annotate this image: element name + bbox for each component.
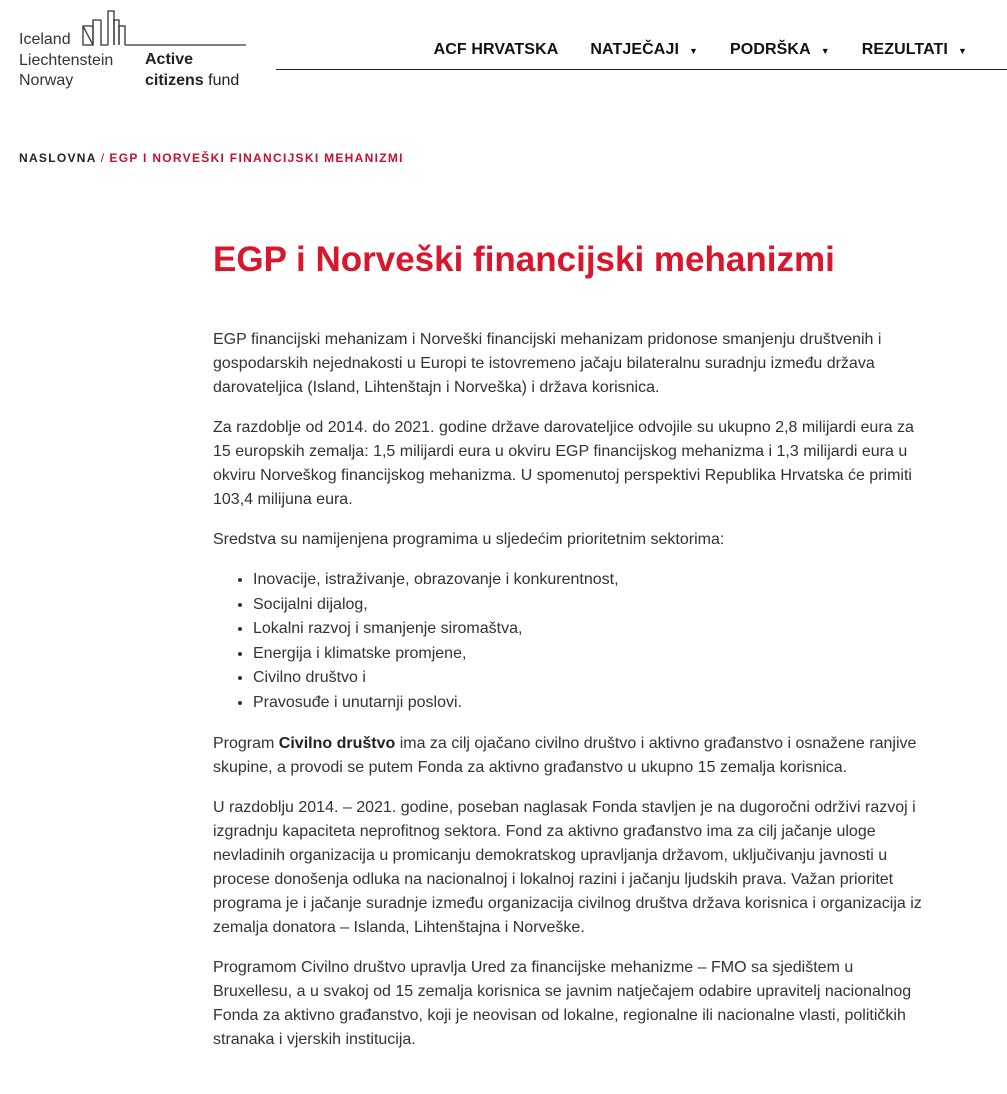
sectors-intro: Sredstva su namijenjena programima u sljedećim prioritetnim sektorima: (213, 531, 725, 548)
breadcrumb-home-link[interactable]: NASLOVNA (19, 151, 97, 165)
sectors-list (213, 568, 928, 716)
list-item: • Socijalni dijalog, (253, 593, 928, 618)
list-item: • Inovacije, istraživanje, obrazovanje i konkurentnost, (253, 568, 928, 593)
breadcrumb-current: EGP I NORVEŠKI FINANCIJSKI MEHANIZMI (109, 151, 404, 165)
nav-item-label: REZULTATI (861, 41, 948, 58)
logo-country-iceland: Iceland (19, 31, 71, 48)
nav-item-label: ACF HRVATSKA (433, 41, 559, 58)
main-navigation (402, 39, 967, 61)
page-title: EGP i Norveški financijski mehanizmi (213, 240, 835, 279)
logo-fund-citizens: citizens (145, 71, 204, 89)
main-content (213, 238, 928, 1068)
nav-item-natjecaji[interactable] (590, 41, 698, 59)
logo-fund-word: fund (203, 71, 240, 89)
nav-item-acf-hrvatska[interactable] (434, 41, 559, 59)
breadcrumb-separator: / (100, 151, 106, 165)
nav-item-podrska[interactable] (730, 41, 830, 59)
nav-item-label: PODRŠKA (730, 41, 811, 58)
breadcrumb (19, 151, 404, 165)
logo-fund-line1: Active (145, 51, 194, 68)
intro-paragraph: EGP financijski mehanizam i Norveški financijski mehanizam pridonose smanjenju društvenih i gospodarskih nejednakosti u Europi te istovremeno jačaju bilateralnu suradnju između država darovateljica (Island, Lihtenštajn i Norveška) i država korisnica. (213, 331, 882, 396)
site-logo[interactable] (19, 10, 249, 92)
period-paragraph: U razdoblju 2014. – 2021. godine, poseban naglasak Fonda stavljen je na dugoročni održivi razvoj i izgradnju kapaciteta neprofitnog sektora. Fond za aktivno građanstvo ima za cilj jačanje uloge nevladinih organizacija u promicanju demokratskog upravljanja državom, uključivanju javnosti u procese donošenja odluka na nacionalnoj i lokalnoj razini i jačanju ljudskih prava. Važan prioritet programa je i jačanje suradnje između organizacija civilnog društva država korisnica i organizacija iz zemalja donatora – Islanda, Lihtenštajna i Norveške. (213, 798, 922, 936)
logo-fund-name (145, 50, 239, 91)
program-name: Civilno društvo (278, 734, 396, 752)
caret-down-icon: ▼ (689, 45, 699, 56)
caret-down-icon: ▼ (957, 45, 967, 56)
header-divider (276, 69, 1007, 70)
logo-country-norway: Norway (19, 72, 74, 89)
list-item: • Pravosuđe i unutarnji poslovi. (253, 691, 928, 716)
list-item: • Energija i klimatske promjene, (253, 642, 928, 667)
text-fragment: Program (213, 734, 279, 752)
list-item: • Civilno društvo i (253, 666, 928, 691)
funding-paragraph: Za razdoblje od 2014. do 2021. godine države darovateljice odvojile su ukupno 2,8 milijardi eura za 15 europskih zemalja: 1,5 milijardi eura u okviru EGP financijskog mehanizma i 1,3 milijardi eura u okviru Norveškog financijskog mehanizma. U spomenutoj perspektivi Republika Hrvatska će primiti 103,4 milijuna eura. (213, 419, 914, 508)
caret-down-icon: ▼ (820, 45, 830, 56)
civil-society-paragraph (213, 732, 928, 780)
management-paragraph: Programom Civilno društvo upravlja Ured za financijske mehanizme – FMO sa sjedištem u Bruxellesu, a u svakoj od 15 zemalja korisnica se javnim natječajem odabire upravitelj nacionalnog Fonda za aktivno građanstvo, koji je neovisan od lokalne, regionalne ili nacionalne vlasti, političkih stranaka i vjerskih institucija. (213, 958, 912, 1048)
logo-donor-countries (19, 30, 113, 92)
logo-fund-line2 (145, 71, 239, 92)
text-fragment: ima za cilj ojačano civilno društvo i aktivno građanstvo i osnažene ranjive skupine, a provodi se putem Fonda za aktivno građanstvo u ukupno 15 zemalja korisnica. (213, 734, 917, 776)
nav-item-label: NATJEČAJI (590, 41, 680, 58)
logo-country-liechtenstein: Liechtenstein (19, 51, 114, 69)
nav-item-rezultati[interactable] (862, 41, 967, 59)
list-item: • Lokalni razvoj i smanjenje siromaštva, (253, 617, 928, 642)
